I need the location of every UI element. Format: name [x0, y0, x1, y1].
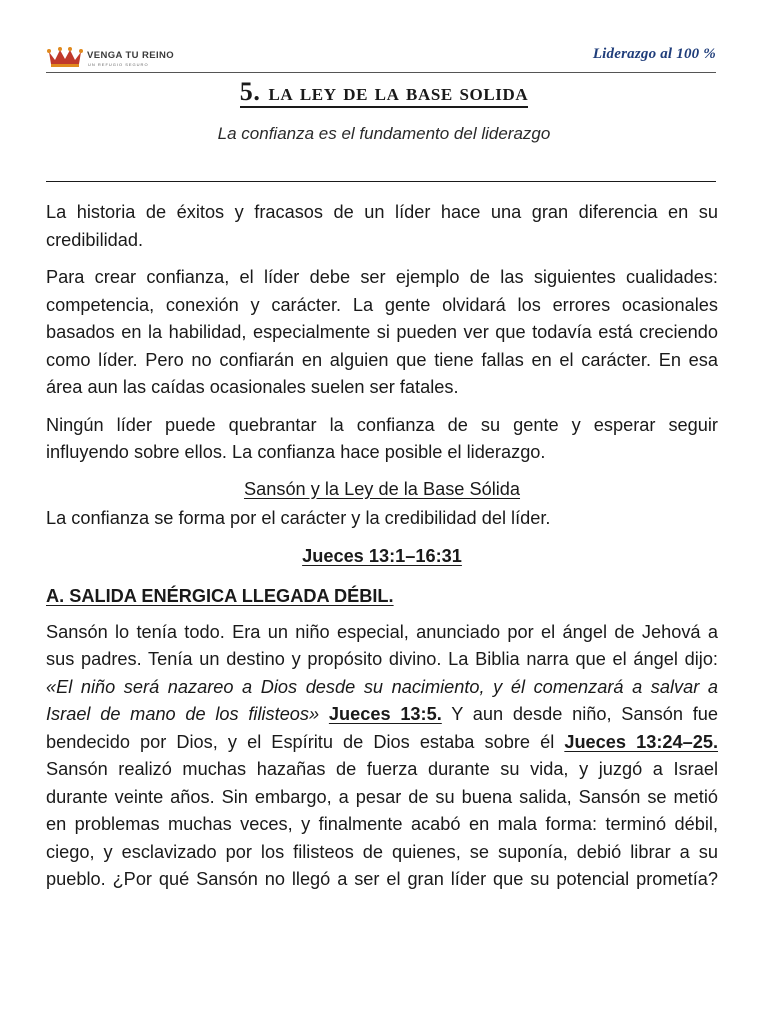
paragraph: La historia de éxitos y fracasos de un líder hace una gran diferencia en su credibilidad. [46, 202, 718, 250]
chapter-title-text: la ley de la base solida [268, 80, 529, 106]
study-caption: La confianza se forma por el carácter y la credibilidad del líder. [46, 508, 551, 528]
bible-quote: «El niño será nazareo a Dios desde su nacimiento, y él comenzará a salvar a Israel de mano de los filisteos» [46, 676, 718, 724]
paragraph: Para crear confianza, el líder debe ser ejemplo de las siguientes cualidades: competencia, conexión y carácter. La gente olvidará los errores ocasionales basados en la habilidad, especialmente si pueden ver que todavía está creciendo como líder. Pero no confiarán en alguien que tiene fallas en el carácter. En esa área aun las caídas ocasionales suelen ser fatales. [46, 267, 718, 397]
crown-icon [46, 46, 84, 68]
logo-subtext: UN REFUGIO SEGURO [88, 62, 149, 67]
page-body [46, 199, 718, 904]
bible-reference: Jueces 13:24–25. [564, 731, 719, 752]
chapter-subtitle: La confianza es el fundamento del liderazgo [217, 124, 551, 143]
page-header [46, 40, 716, 73]
study-reference: Jueces 13:1–16:31 [302, 545, 462, 566]
running-head: Liderazgo al 100 % [592, 46, 716, 62]
paragraph: Ningún líder puede quebrantar la confianza de su gente y esperar seguir influyendo sobre ellos. La confianza hace posible el liderazgo. [46, 414, 718, 462]
chapter-number: 5. [239, 77, 261, 106]
section-a-text: Sansón lo tenía todo. Era un niño especial, anunciado por el ángel de Jehová a sus padres. Tenía un destino y propósito divino. La Biblia narra que el ángel dijo: «El niño será nazareo a Dios desde su nacimiento, y él comenzará a salvar a Israel de mano de los filisteos» Jueces 13:5. Y aun desde niño, Sansón fue bendecido por Dios, y el Espíritu de Dios estaba sobre él Jueces 13:24–25. Sansón realizó muchas hazañas de fuerza durante su vida, y juzgó a Israel durante veinte años. Sin embargo, a pesar de su buena salida, Sansón se metió en problemas muchas veces, y finalmente acabó en mala forma: terminó débil, ciego, y esclavizado por los filisteos de quienes, se suponía, debió librar a su pueblo. ¿Por qué Sansón no llegó a ser el gran líder que su potencial prometía? [46, 621, 719, 889]
bible-reference: Jueces 13:5. [328, 704, 442, 724]
study-heading: Sansón y la Ley de la Base Sólida [243, 478, 521, 499]
section-a-heading: A. SALIDA ENÉRGICA LLEGADA DÉBIL. [46, 586, 394, 606]
chapter-title [0, 79, 768, 108]
divider [46, 181, 716, 182]
logo-text: VENGA TU REINO [87, 50, 175, 61]
